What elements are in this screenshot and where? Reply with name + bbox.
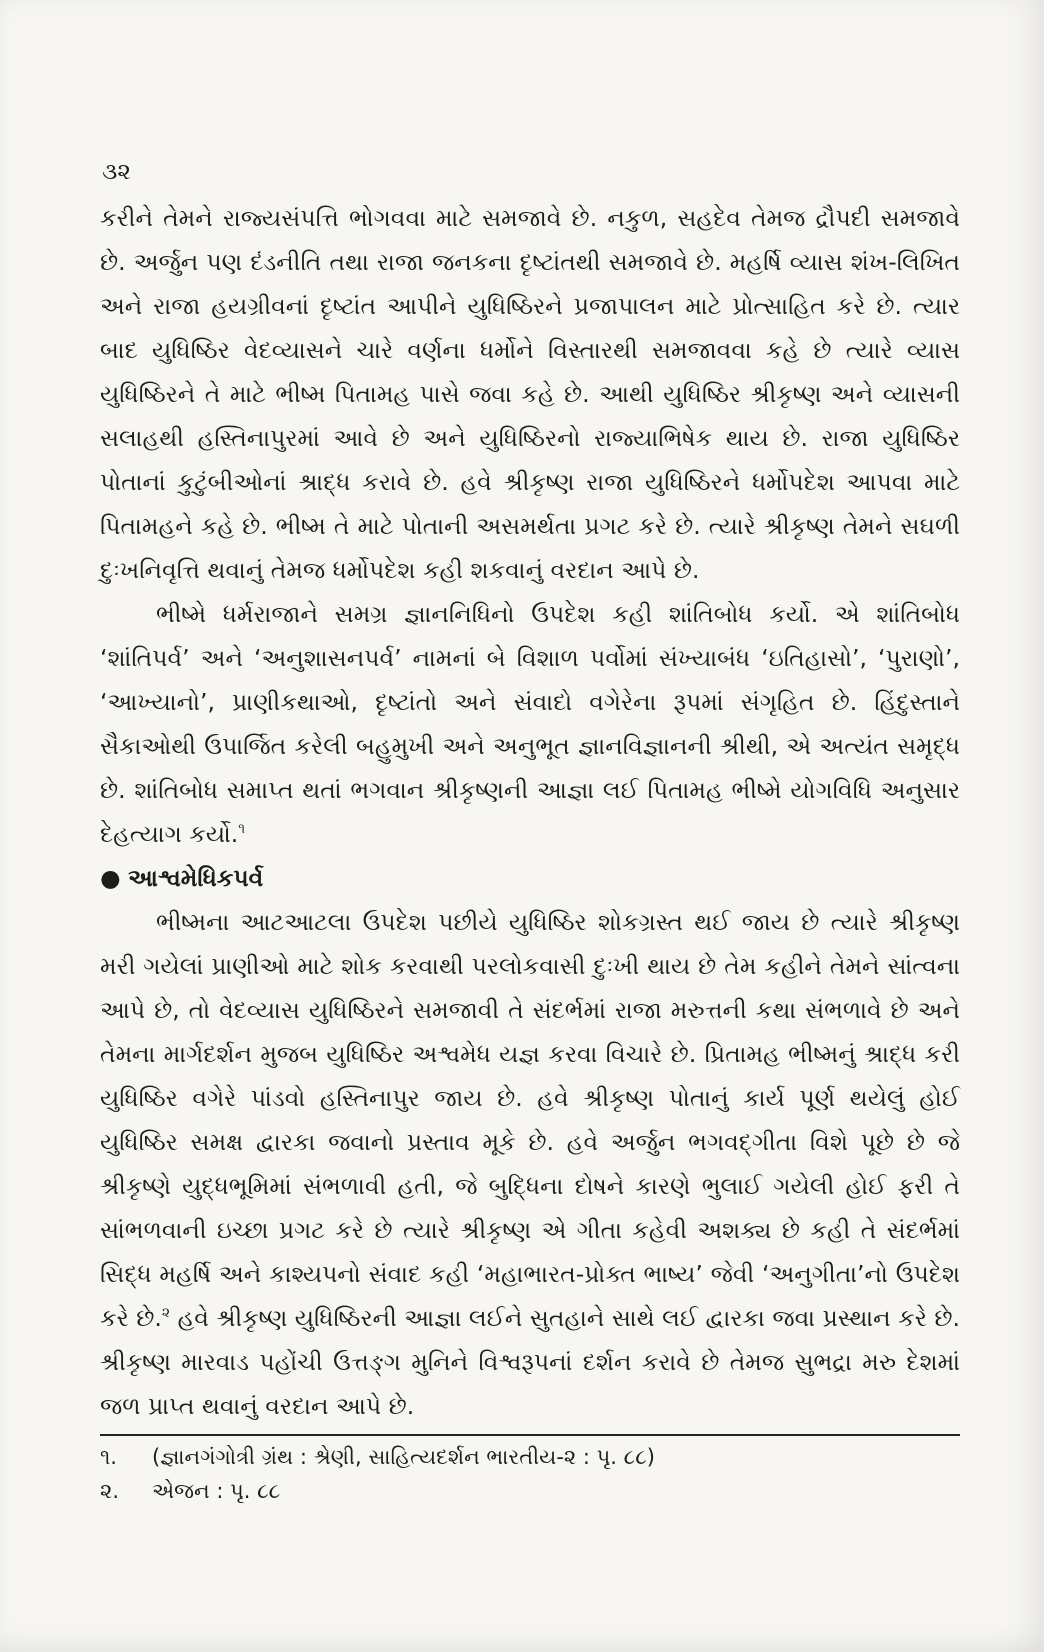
- paragraph-shantiparva-summary: કરીને તેમને રાજ્યસંપત્તિ ભોગવવા માટે સમજાવે છે. નકુળ, સહદેવ તેમજ દ્રૌપદી સમજાવે છે. અર્જુન પણ દંડનીતિ તથા રાજા જનકના દૃષ્ટાંતથી સમજાવે છે. મહર્ષિ વ્યાસ શંખ-લિખિત અને રાજા હયગ્રીવનાં દૃષ્ટાંત આપીને યુધિષ્ઠિરને પ્રજાપાલન માટે પ્રોત્સાહિત કરે છે. ત્યાર બાદ યુધિષ્ઠિર વેદવ્યાસને ચારે વર્ણના ધર્મોને વિસ્તારથી સમજાવવા કહે છે ત્યારે વ્યાસ યુધિષ્ઠિરને તે માટે ભીષ્મ પિતામહ પાસે જવા કહે છે. આથી યુધિષ્ઠિર શ્રીકૃષ્ણ અને વ્યાસની સલાહથી હસ્તિનાપુરમાં આવે છે અને યુધિષ્ઠિરનો રાજ્યાભિષેક થાય છે. રાજા યુધિષ્ઠિર પોતાનાં કુટુંબીઓનાં શ્રાદ્ધ કરાવે છે. હવે શ્રીકૃષ્ણ રાજા યુધિષ્ઠિરને ધર્મોપદેશ આપવા માટે પિતામહને કહે છે. ભીષ્મ તે માટે પોતાની અસમર્થતા પ્રગટ કરે છે. ત્યારે શ્રીકૃષ્ણ તેમને સઘળી દુઃખનિવૃત્તિ થવાનું તેમજ ધર્મોપદેશ કહી શકવાનું વરદાન આપે છે.: [100, 204, 960, 584]
- footnote-text: (જ્ઞાનગંગોત્રી ગ્રંથ : શ્રેણી, સાહિત્યદર્શન ભારતીય-૨ : પૃ. ૮૮): [152, 1445, 655, 1469]
- footnote-2: [100, 1474, 960, 1508]
- footnote-number: ૨.: [100, 1479, 120, 1503]
- page-number: ૩૨: [102, 159, 131, 185]
- footnote-ref-2: ૨: [161, 1305, 171, 1321]
- paragraph-ashvamedhika-continued: હવે શ્રીકૃષ્ણ યુધિષ્ઠિરની આજ્ઞા લઈને સુતહાને સાથે લઈ દ્વારકા જવા પ્રસ્થાન કરે છે. શ્રીકૃષ્ણ મારવાડ પહોંચી ઉત્તઙ્ગ મુનિને વિશ્વરૂપનાં દર્શન કરાવે છે તેમજ સુભદ્રા મરુ દેશમાં જળ પ્રાપ્ત થવાનું વરદાન આપે છે.: [100, 1304, 960, 1420]
- footnote-text: એજન : પૃ. ૮૮: [152, 1479, 281, 1503]
- paragraph-ashvamedhika-text: ભીષ્મના આટઆટલા ઉપદેશ પછીયે યુધિષ્ઠિર શોકગ્રસ્ત થઈ જાય છે ત્યારે શ્રીકૃષ્ણ મરી ગયેલાં પ્રાણીઓ માટે શોક કરવાથી પરલોકવાસી દુઃખી થાય છે તેમ કહીને તેમને સાંત્વના આપે છે, તો વેદવ્યાસ યુધિષ્ઠિરને સમજાવી તે સંદર્ભમાં રાજા મરુત્તની કથા સંભળાવે છે અને તેમના માર્ગદર્શન મુજબ યુધિષ્ઠિર અશ્વમેધ યજ્ઞ કરવા વિચારે છે. પ્રિતામહ ભીષ્મનું શ્રાદ્ધ કરી યુધિષ્ઠિર વગેરે પાંડવો હસ્તિનાપુર જાય છે. હવે શ્રીકૃષ્ણ પોતાનું કાર્ય પૂર્ણ થયેલું હોઈ યુધિષ્ઠિર સમક્ષ દ્વારકા જવાનો પ્રસ્તાવ મૂકે છે. હવે અર્જુન ભગવદ્ગીતા વિશે પૂછે છે જે શ્રીકૃષ્ણે યુદ્ધભૂમિમાં સંભળાવી હતી, જે બુદ્ધિના દોષને કારણે ભુલાઈ ગયેલી હોઈ ફરી તે સાંભળવાની ઇચ્છા પ્રગટ કરે છે ત્યારે શ્રીકૃષ્ણ એ ગીતા કહેવી અશક્ય છે કહી તે સંદર્ભમાં સિદ્ધ મહર્ષિ અને કાશ્યપનો સંવાદ કહી ‘મહાભારત-પ્રોક્ત ભાષ્ય’ જેવી ‘અનુગીતા’નો ઉપદેશ કરે છે.: [100, 908, 960, 1332]
- page-content: [100, 150, 960, 1508]
- footnote-1: [100, 1440, 960, 1474]
- bullet-icon: ●: [100, 864, 121, 892]
- section-heading-text: આશ્વમેધિકપર્વ: [128, 864, 264, 892]
- section-heading: [100, 856, 960, 900]
- paragraph-ashvamedhika: [100, 900, 960, 1428]
- footnote-divider: [100, 1434, 960, 1436]
- paragraph-shantibodh: [100, 592, 960, 856]
- footnote-number: ૧.: [100, 1445, 117, 1469]
- footnote-ref-1: ૧: [238, 821, 246, 837]
- paragraph-shantibodh-text: ભીષ્મે ધર્મરાજાને સમગ્ર જ્ઞાનનિધિનો ઉપદેશ કહી શાંતિબોધ કર્યો. એ શાંતિબોધ ‘શાંતિપર્વ’ અને ‘અનુશાસનપર્વ’ નામનાં બે વિશાળ પર્વોમાં સંખ્યાબંધ ‘ઇતિહાસો’, ‘પુરાણો’, ‘આખ્યાનો’, પ્રાણીકથાઓ, દૃષ્ટાંતો અને સંવાદો વગેરેના રૂપમાં સંગૃહિત છે. હિંદુસ્તાને સૈકાઓથી ઉપાર્જિત કરેલી બહુમુખી અને અનુભૂત જ્ઞાનવિજ્ઞાનની શ્રીથી, એ અત્યંત સમૃદ્ધ છે. શાંતિબોધ સમાપ્ત થતાં ભગવાન શ્રીકૃષ્ણની આજ્ઞા લઈ પિતામહ ભીષ્મે યોગવિધિ અનુસાર દેહત્યાગ કર્યો.: [100, 600, 960, 848]
